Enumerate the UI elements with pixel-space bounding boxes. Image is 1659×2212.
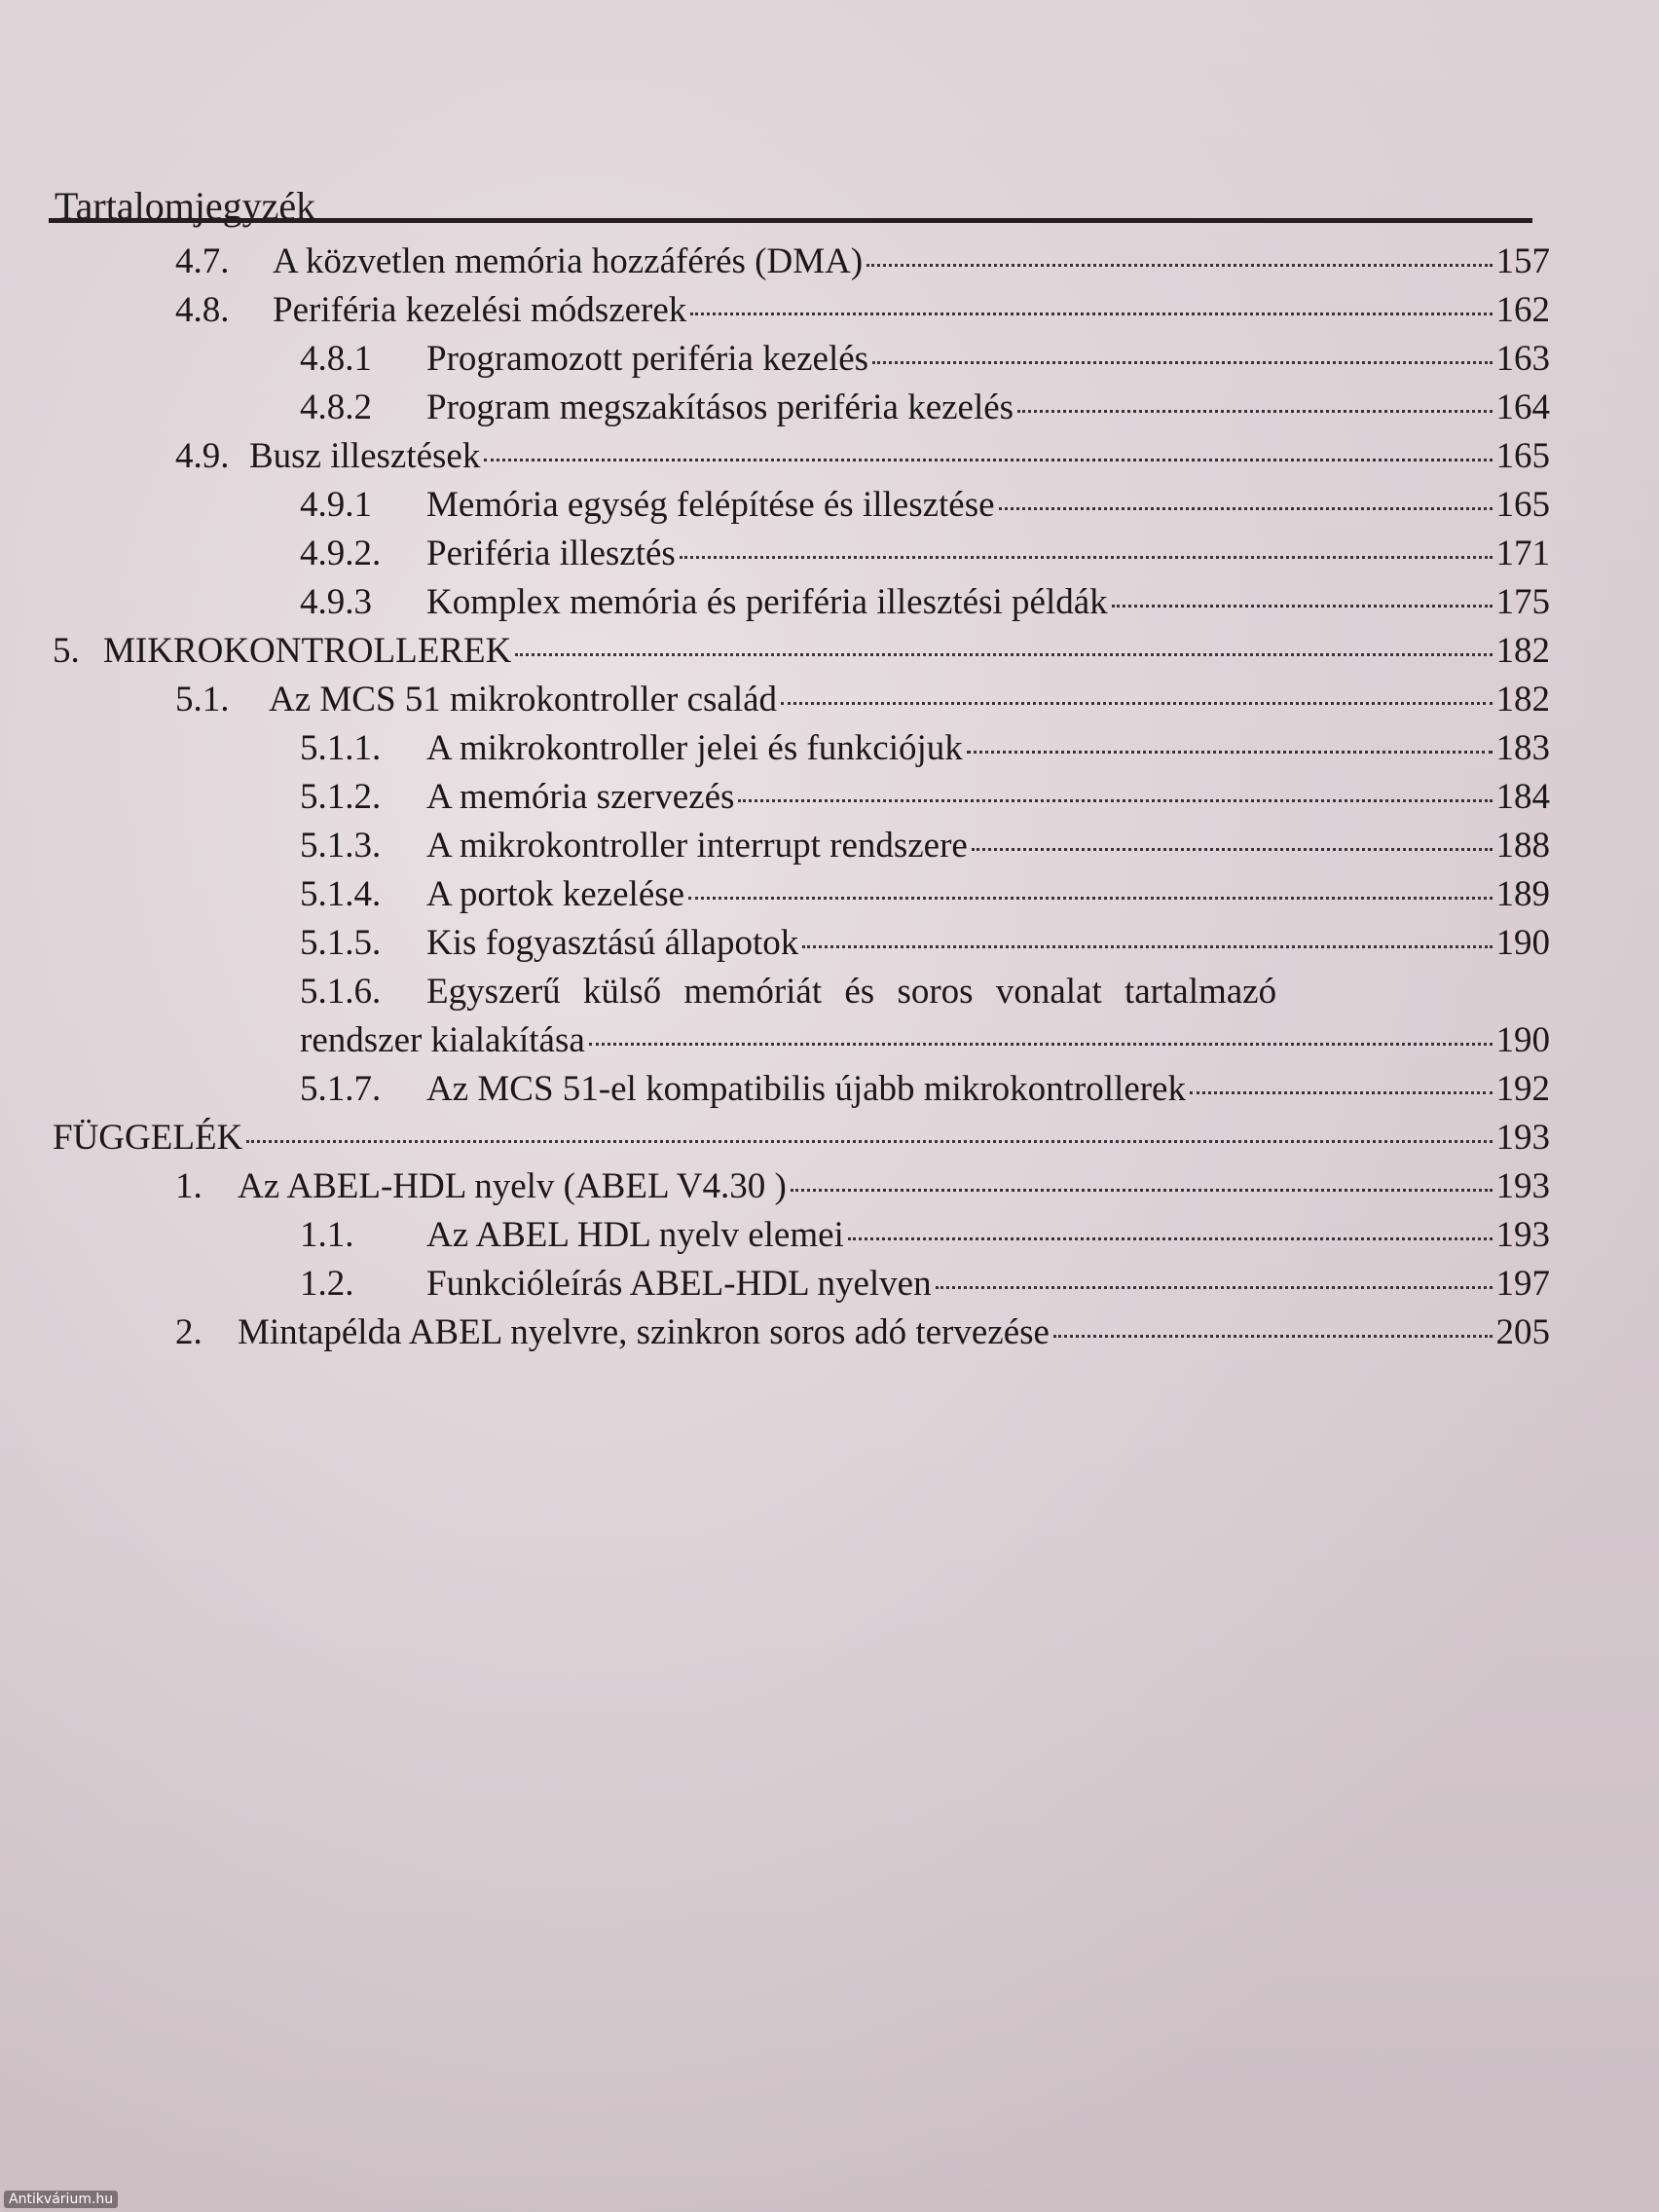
toc-entry-page: 175 [1495, 582, 1550, 622]
header-rule [49, 218, 1532, 223]
toc-entry-number: 4.9.1 [300, 485, 372, 525]
leader-dots [936, 1286, 1493, 1289]
toc-entry-page: 183 [1495, 728, 1550, 768]
toc-entry [175, 288, 1550, 333]
leader-dots [866, 264, 1492, 267]
toc-entry-number: 5.1.6. [300, 972, 382, 1012]
toc-entry [300, 1262, 1550, 1307]
toc-entry [300, 921, 1550, 966]
toc-entry-page: 162 [1495, 290, 1550, 330]
toc-entry-number: 5.1.5. [300, 923, 382, 963]
toc-entry [300, 337, 1550, 382]
toc-entry [175, 678, 1550, 722]
toc-entry-title: A mikrokontroller jelei és funkciójuk [426, 728, 963, 768]
toc-entry-title: A memória szervezés [426, 777, 735, 817]
toc-entry [300, 726, 1550, 771]
toc-entry-page: 192 [1495, 1069, 1550, 1109]
toc-entry-number: 4.9.3 [300, 582, 372, 622]
toc-entry-page: 163 [1495, 339, 1550, 379]
toc-entry-page: 157 [1495, 241, 1550, 281]
toc-entry [300, 532, 1550, 576]
toc-entry-page: 193 [1495, 1215, 1550, 1255]
leader-dots [872, 361, 1492, 364]
leader-dots [690, 313, 1492, 315]
toc-entry-title: Az MCS 51-el kompatibilis újabb mikrokontrollerek [426, 1069, 1186, 1109]
toc-entry-title: MIKROKONTROLLEREK [103, 631, 512, 671]
toc-entry-title: Periféria illesztés [426, 534, 676, 573]
leader-dots [484, 459, 1492, 461]
toc-entry-number: 1.1. [300, 1215, 354, 1255]
leader-dots [738, 799, 1492, 802]
toc-entry [300, 872, 1550, 917]
toc-entry [300, 970, 1519, 1014]
toc-entry [300, 1213, 1550, 1258]
toc-entry [53, 629, 1550, 674]
leader-dots [1053, 1335, 1493, 1338]
leader-dots [589, 1043, 1493, 1046]
toc-entry-title: Kis fogyasztású állapotok [426, 923, 799, 963]
watermark: Antikvárium.hu [4, 2191, 118, 2208]
toc-entry-number: 5.1. [175, 680, 230, 719]
leader-dots [1017, 410, 1492, 413]
toc-entry-title: Az ABEL-HDL nyelv (ABEL V4.30 ) [238, 1166, 787, 1206]
toc-entry-page: 182 [1495, 680, 1550, 719]
leader-dots [972, 848, 1493, 851]
toc-entry-number: 5.1.2. [300, 777, 382, 817]
leader-dots [688, 897, 1492, 900]
toc-entry-page: 189 [1495, 874, 1550, 914]
toc-entry-title: Programozott periféria kezelés [426, 339, 869, 379]
toc-entry [175, 1310, 1550, 1355]
toc-entry [300, 1067, 1550, 1112]
toc-entry-page: 184 [1495, 777, 1550, 817]
toc-entry-page: 171 [1495, 534, 1550, 573]
toc-entry-number: 5. [53, 631, 80, 671]
toc-entry-page: 190 [1495, 1020, 1550, 1060]
toc-entry-page: 190 [1495, 923, 1550, 963]
toc-entry-page: 165 [1495, 436, 1550, 476]
toc-entry-number: 1. [175, 1166, 203, 1206]
toc-entry-number: 1.2. [300, 1264, 354, 1304]
toc-entry-page: 165 [1495, 485, 1550, 525]
running-head: Tartalomjegyzék [55, 184, 316, 228]
toc-entry [175, 1164, 1550, 1209]
toc-entry-number: 5.1.7. [300, 1069, 382, 1109]
toc-entry-number: 4.7. [175, 241, 230, 281]
leader-dots [967, 751, 1493, 754]
toc-entry-number: 4.8.2 [300, 387, 372, 427]
toc-entry-title: Egyszerű külső memóriát és soros vonalat tartalmazó [426, 972, 1277, 1012]
toc-entry-title: Busz illesztések [249, 436, 481, 476]
toc-entry-number: 5.1.4. [300, 874, 382, 914]
toc-entry-page: 193 [1495, 1118, 1550, 1158]
leader-dots [680, 556, 1493, 559]
leader-dots [781, 702, 1492, 705]
toc-entry-number: 5.1.1. [300, 728, 382, 768]
toc-entry [300, 824, 1550, 868]
leader-dots [999, 507, 1493, 510]
toc-entry-page: 197 [1495, 1264, 1550, 1304]
toc-entry-page: 205 [1495, 1312, 1550, 1352]
toc-entry-title: Funkcióleírás ABEL-HDL nyelven [426, 1264, 932, 1304]
leader-dots [1112, 605, 1493, 608]
toc-entry-title: Periféria kezelési módszerek [273, 290, 687, 330]
toc-entry-title: A mikrokontroller interrupt rendszere [426, 826, 968, 866]
toc-entry-page: 182 [1495, 631, 1550, 671]
toc-entry-title-continuation: rendszer kialakítása [300, 1020, 585, 1060]
toc-entry [175, 240, 1550, 284]
toc-entry-title: Program megszakításos periféria kezelés [426, 387, 1014, 427]
toc-entry-title: Mintapélda ABEL nyelvre, szinkron soros adó tervezése [238, 1312, 1050, 1352]
toc-entry [300, 580, 1550, 625]
toc-entry-page: 193 [1495, 1166, 1550, 1206]
toc-entry [53, 1116, 1550, 1161]
toc-entry-title: Komplex memória és periféria illesztési példák [426, 582, 1108, 622]
leader-dots [1190, 1091, 1493, 1094]
toc-entry [300, 386, 1550, 430]
toc-entry-number: 4.9. [175, 436, 230, 476]
toc-entry-title: A portok kezelése [426, 874, 685, 914]
leader-dots [802, 945, 1492, 948]
toc-entry-number: 4.8.1 [300, 339, 372, 379]
toc-entry-page: 188 [1495, 826, 1550, 866]
toc-entry-number: 5.1.3. [300, 826, 382, 866]
leader-dots [515, 653, 1492, 656]
toc-entry-continuation [300, 1018, 1550, 1063]
toc-entry [300, 775, 1550, 820]
toc-entry [300, 483, 1550, 528]
leader-dots [791, 1189, 1493, 1192]
toc-entry-page: 164 [1495, 387, 1550, 427]
leader-dots [246, 1140, 1492, 1143]
toc-entry [175, 434, 1550, 479]
toc-entry-title: Az MCS 51 mikrokontroller család [269, 680, 778, 719]
toc-entry-number: 4.9.2. [300, 534, 382, 573]
leader-dots [848, 1237, 1493, 1240]
toc-entry-number: 2. [175, 1312, 203, 1352]
toc-entry-title: FÜGGELÉK [53, 1118, 243, 1158]
toc-entry-title: Memória egység felépítése és illesztése [426, 485, 995, 525]
toc-entry-number: 4.8. [175, 290, 230, 330]
toc-entry-title: Az ABEL HDL nyelv elemei [426, 1215, 844, 1255]
toc-entry-title: A közvetlen memória hozzáférés (DMA) [273, 241, 864, 281]
